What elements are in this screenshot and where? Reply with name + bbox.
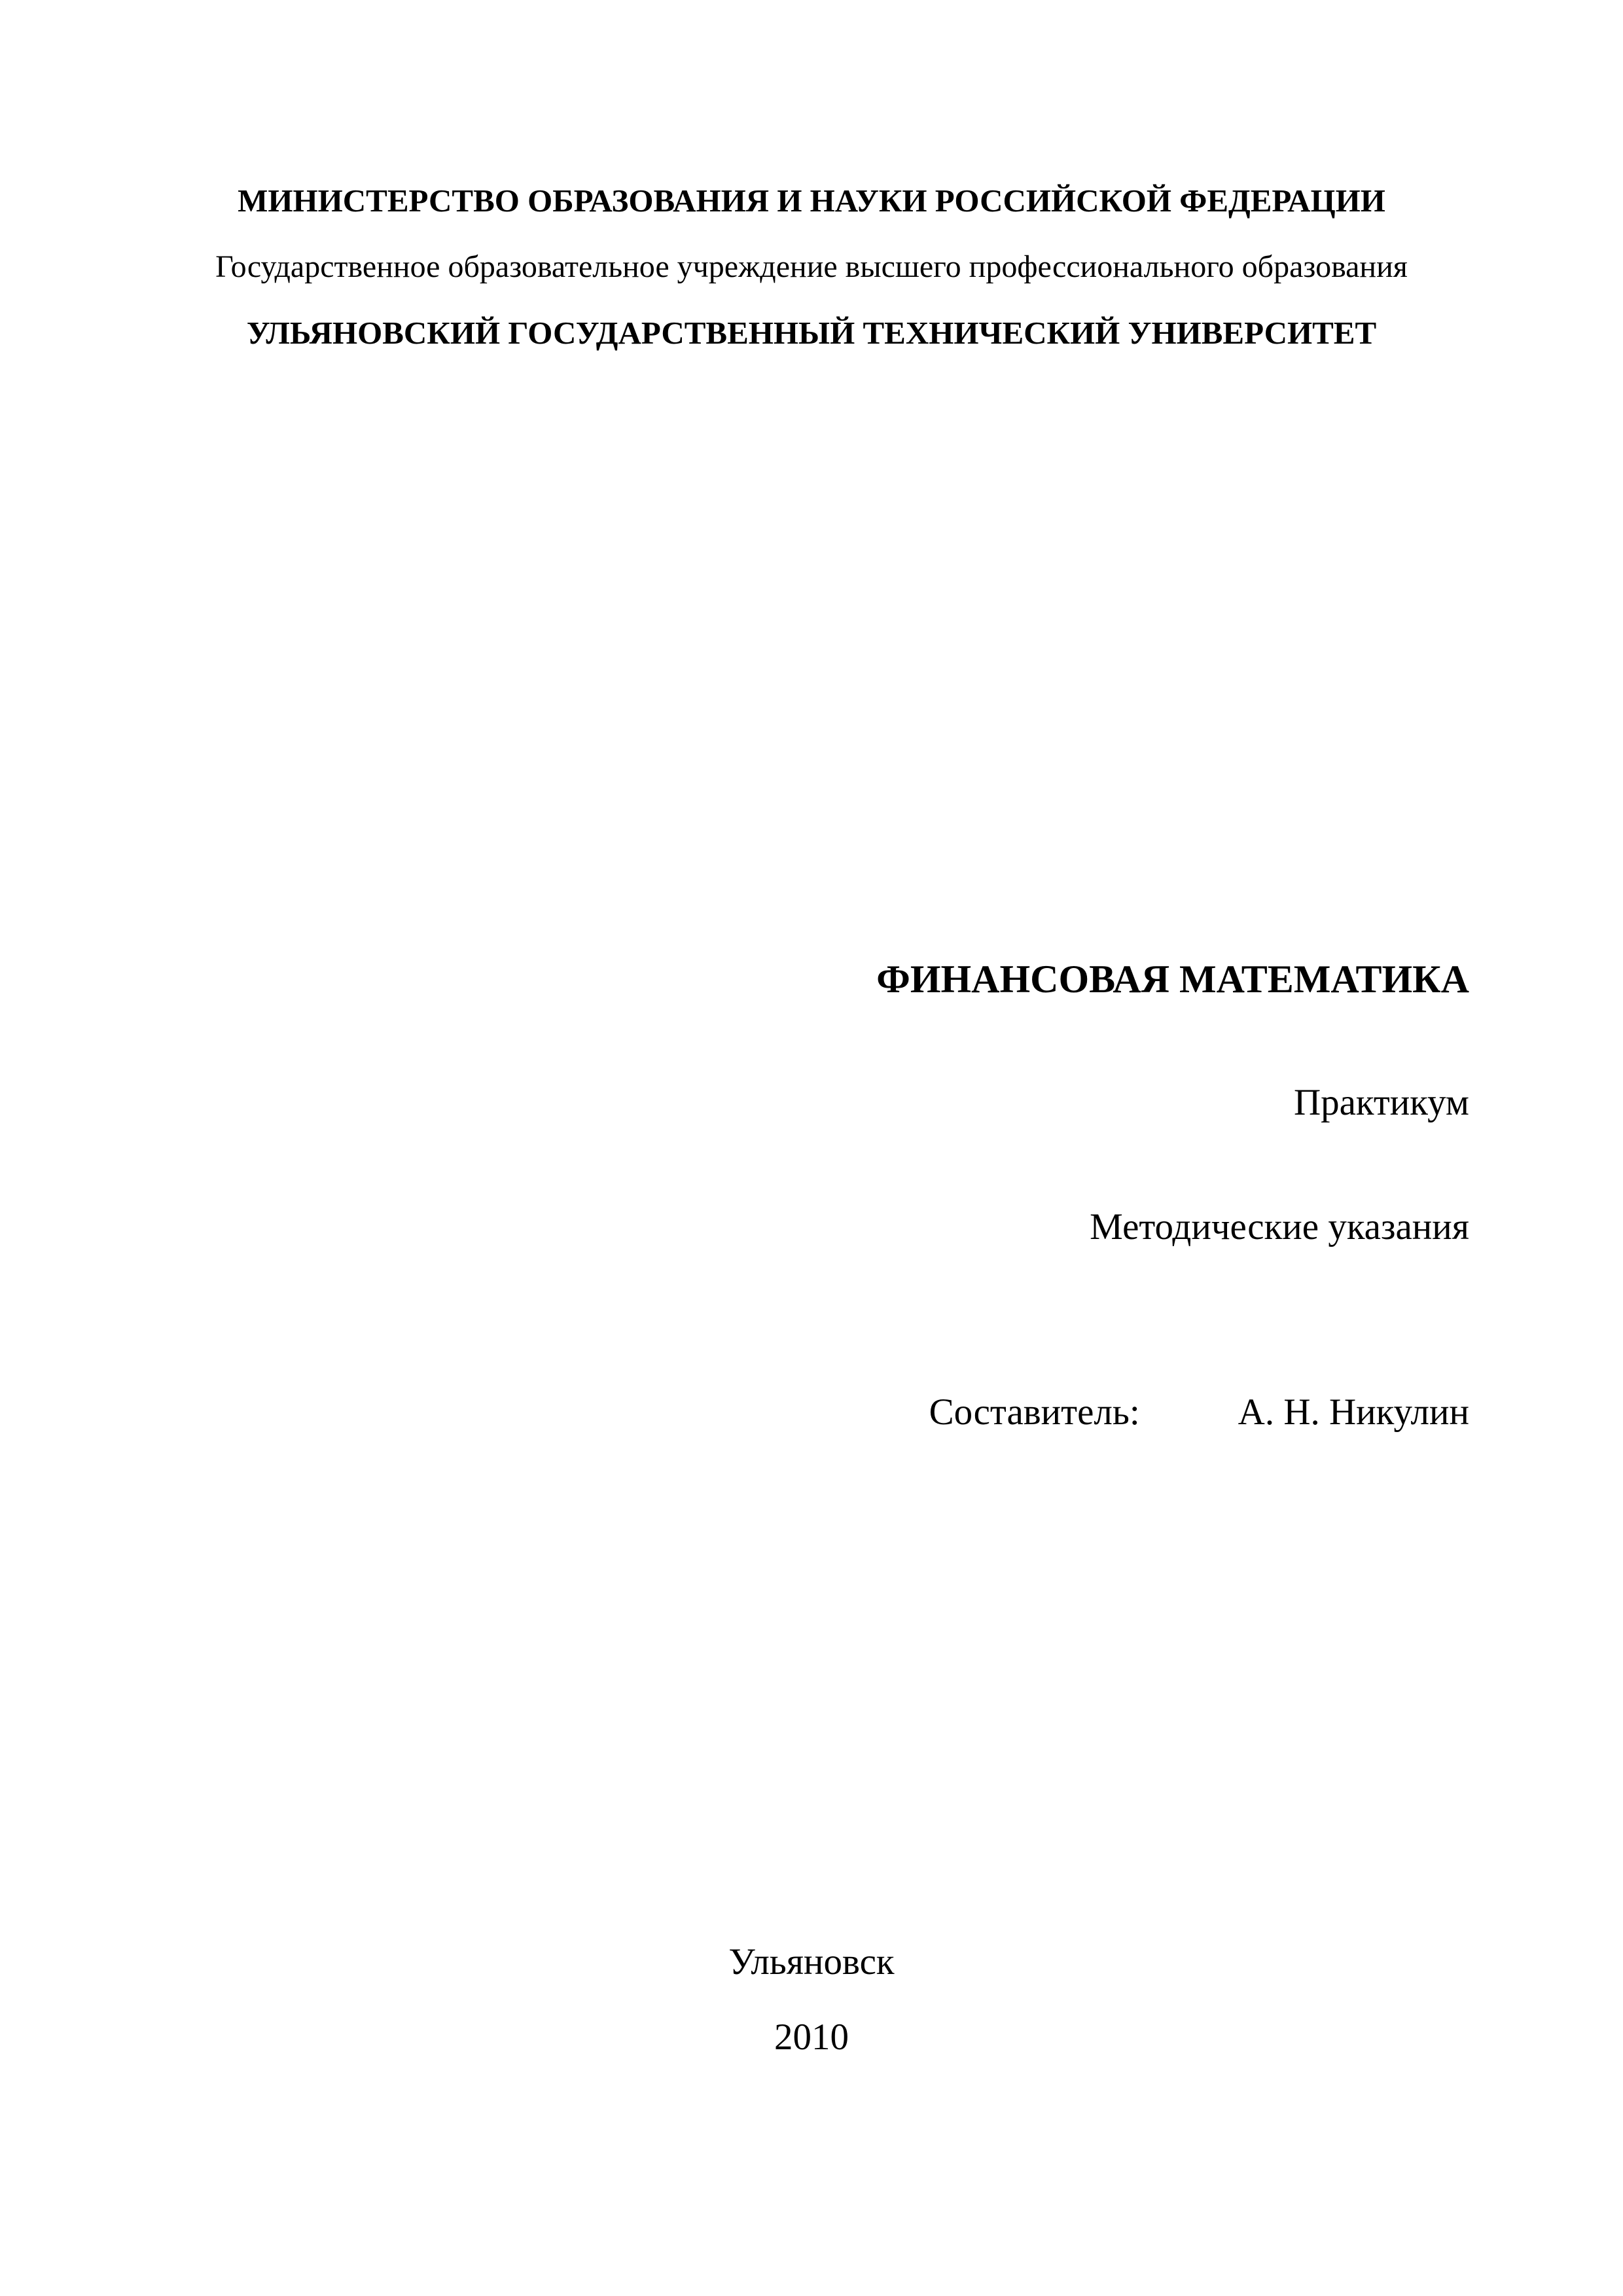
ministry-heading: МИНИСТЕРСТВО ОБРАЗОВАНИЯ И НАУКИ РОССИЙСКОЙ ФЕДЕРАЦИИ	[238, 183, 1385, 219]
publication-year: 2010	[774, 2017, 849, 2058]
university-heading: УЛЬЯНОВСКИЙ ГОСУДАРСТВЕННЫЙ ТЕХНИЧЕСКИЙ УНИВЕРСИТЕТ	[246, 315, 1377, 351]
document-title: ФИНАНСОВАЯ МАТЕМАТИКА	[876, 958, 1469, 1001]
institution-type-text: Государственное образовательное учреждение высшего профессионального образования	[215, 249, 1408, 284]
compiler-row	[929, 1391, 1469, 1433]
document-type: Практикум	[1293, 1082, 1469, 1123]
compiler-name: А. Н. Никулин	[1238, 1391, 1469, 1433]
publication-city: Ульяновск	[728, 1941, 895, 1982]
compiler-label: Составитель:	[929, 1391, 1140, 1433]
document-subtype: Методические указания	[1090, 1206, 1469, 1247]
